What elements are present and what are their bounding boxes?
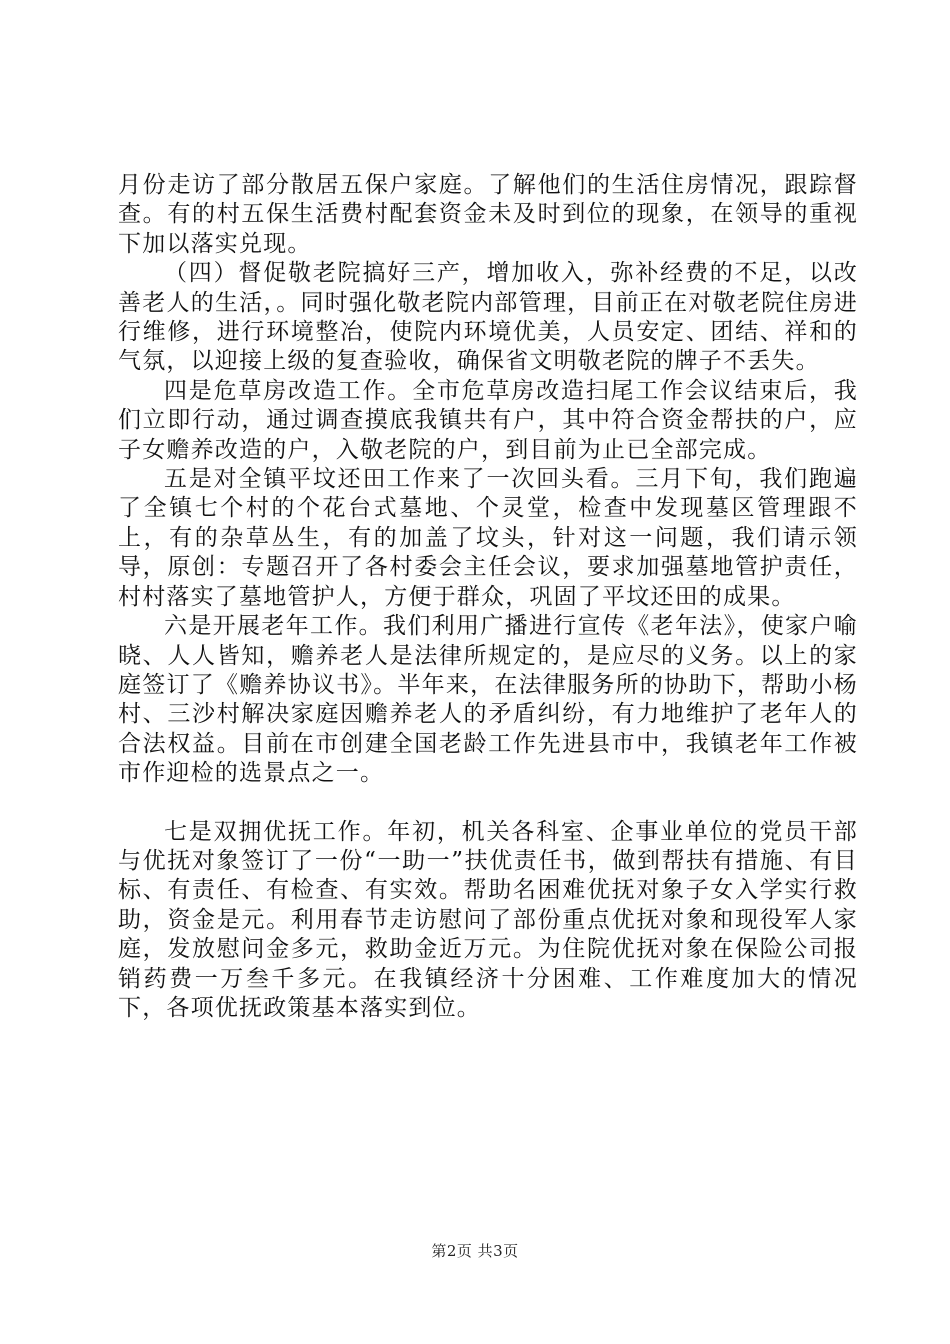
page-footer: 第2页 共3页 xyxy=(431,1242,519,1260)
document-body xyxy=(118,171,858,1023)
paragraph-6: 七是双拥优抚工作。年初，机关各科室、企事业单位的党员干部与优抚对象签订了一份“一助一”扶优责任书，做到帮扶有措施、有目标、有责任、有检查、有实效。帮助名困难优抚对象子女入学实行救助，资金是元。利用春节走访慰问了部份重点优抚对象和现役军人家庭，发放慰问金多元，救助金近万元。为住院优抚对象在保险公司报销药费一万叁千多元。在我镇经济十分困难、工作难度加大的情况下，各项优抚政策基本落实到位。 xyxy=(118,818,858,1021)
paragraph-3: 四是危草房改造工作。全市危草房改造扫尾工作会议结束后，我们立即行动，通过调查摸底我镇共有户，其中符合资金帮扶的户，应子女赡养改造的户，入敬老院的户，到目前为止已全部完成。 xyxy=(118,377,858,463)
paragraph-4: 五是对全镇平坟还田工作来了一次回头看。三月下旬，我们跑遍了全镇七个村的个花台式墓地、个灵堂，检查中发现墓区管理跟不上，有的杂草丛生，有的加盖了坟头，针对这一问题，我们请示领导，原创：专题召开了各村委会主任会议，要求加强墓地管护责任，村村落实了墓地管护人，方便于群众，巩固了平坟还田的成果。 xyxy=(118,466,858,610)
paragraph-1: 月份走访了部分散居五保户家庭。了解他们的生活住房情况，跟踪督查。有的村五保生活费村配套资金未及时到位的现象，在领导的重视下加以落实兑现。 xyxy=(118,172,858,257)
paragraph-5: 六是开展老年工作。我们利用广播进行宣传《老年法》，使家户喻晓、人人皆知，赡养老人是法律所规定的，是应尽的义务。以上的家庭签订了《赡养协议书》。半年来，在法律服务所的协助下，帮助小杨村、三沙村解决家庭因赡养老人的矛盾纠纷，有力地维护了老年人的合法权益。目前在市创建全国老龄工作先进县市中，我镇老年工作被市作迎检的选景点之一。 xyxy=(118,613,858,787)
paragraph-2: （四）督促敬老院搞好三产，增加收入，弥补经费的不足，以改善老人的生活，。同时强化敬老院内部管理，目前正在对敬老院住房进行维修，进行环境整冶，使院内环境优美，人员安定、团结、祥和的气氛，以迎接上级的复查验收，确保省文明敬老院的牌子不丢失。 xyxy=(118,260,858,375)
